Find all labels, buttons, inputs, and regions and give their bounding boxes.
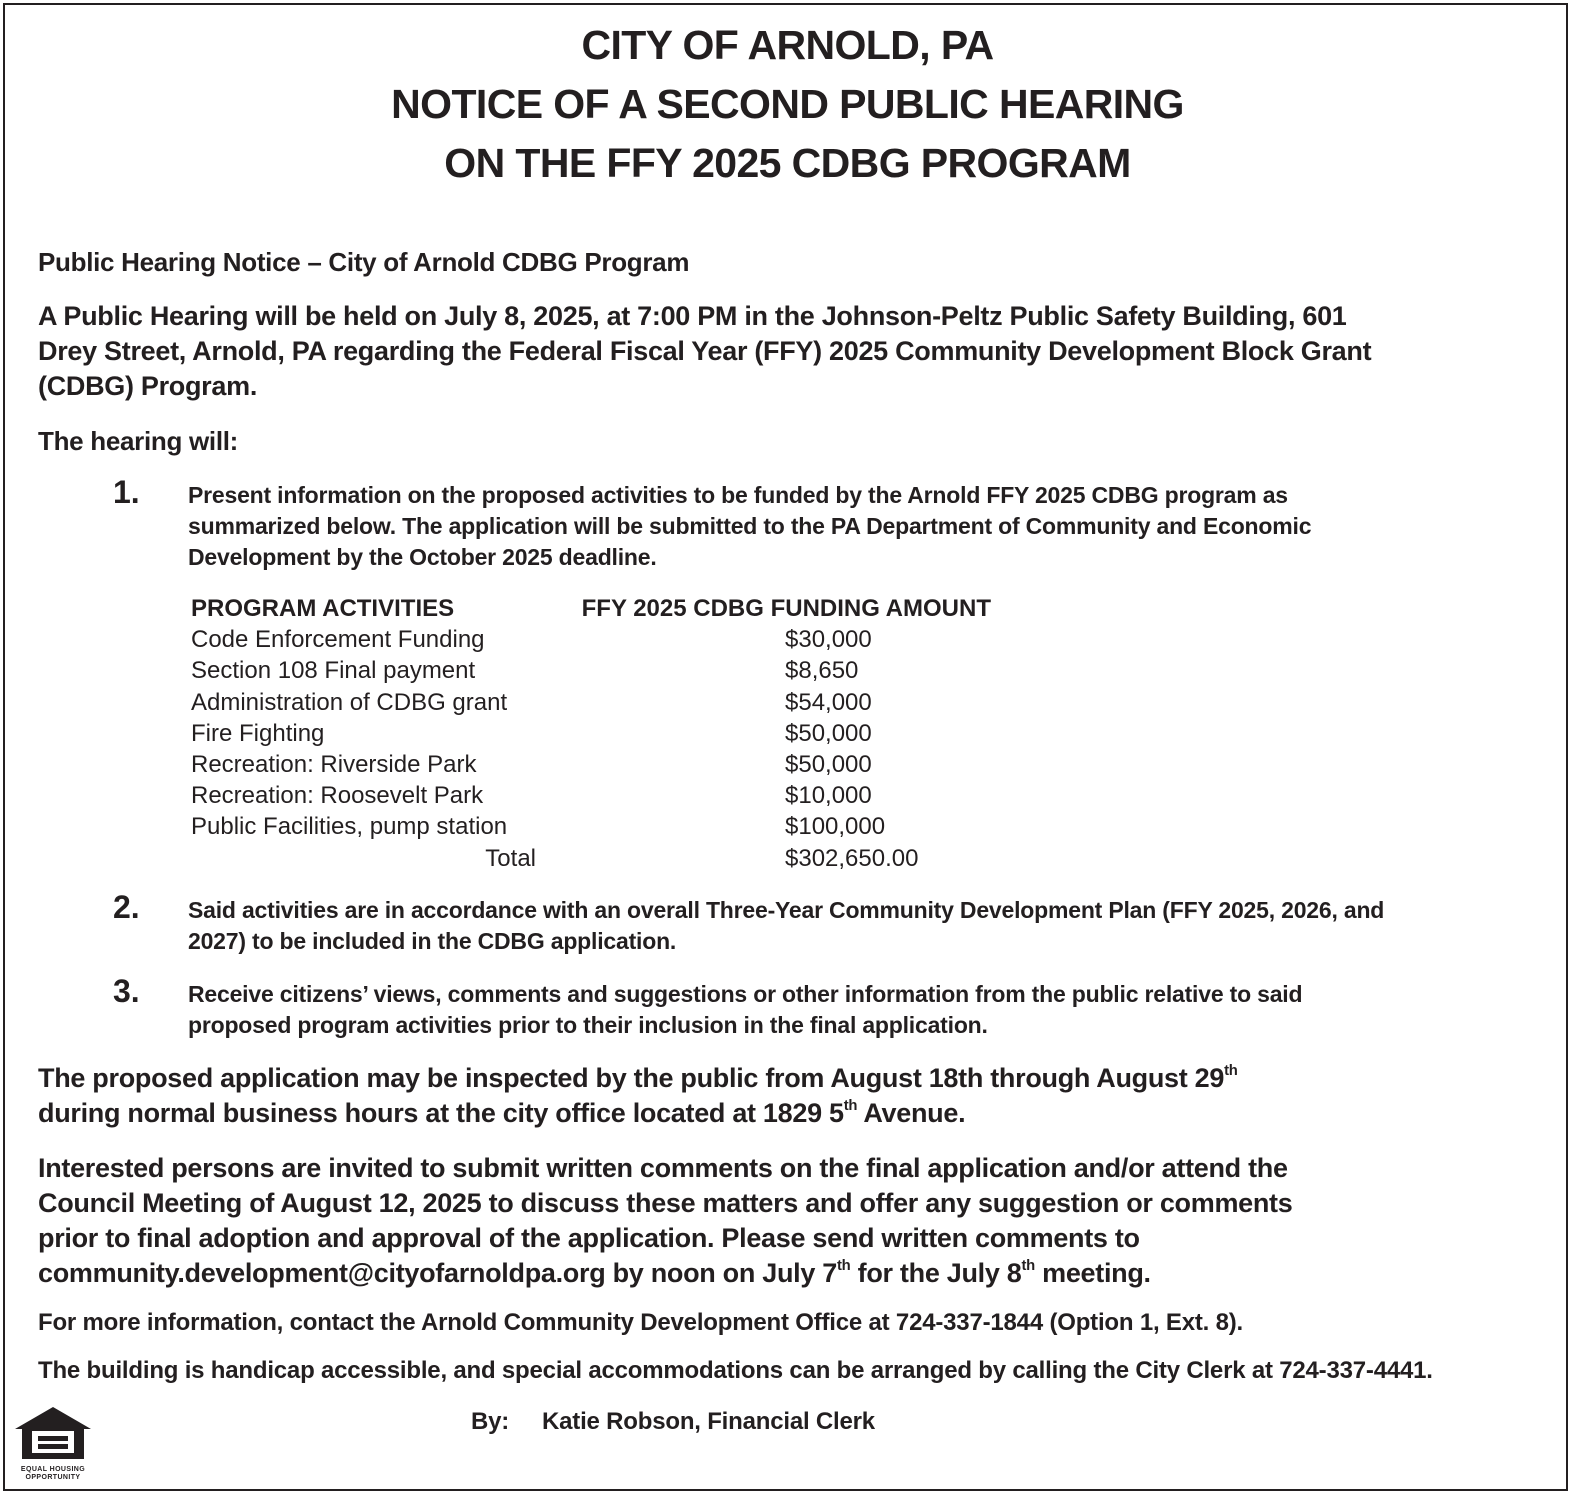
total-label: Total <box>485 844 536 872</box>
comments-line-1: Interested persons are invited to submit written comments on the final application and/or attend the <box>38 1153 1288 1183</box>
activity-cell: Recreation: Riverside Park <box>191 751 477 779</box>
table-row <box>191 749 991 780</box>
funding-table <box>191 593 991 874</box>
inspection-paragraph <box>38 1061 1238 1131</box>
item-3-number: 3. <box>113 973 140 1009</box>
activity-cell: Code Enforcement Funding <box>191 626 485 654</box>
inspection-line-1: The proposed application may be inspected by the public from August 18th through August 29th <box>38 1062 1238 1093</box>
table-header-activities: PROGRAM ACTIVITIES <box>191 595 455 622</box>
subheading: Public Hearing Notice – City of Arnold CDBG Program <box>38 247 690 277</box>
item-3-line-1: Receive citizens’ views, comments and suggestions or other information from the public relative to said <box>188 981 1303 1007</box>
item-2-line-2: 2027) to be included in the CDBG application. <box>188 928 677 954</box>
amount-cell: $54,000 <box>785 688 872 716</box>
table-row <box>191 811 991 842</box>
table-row <box>191 718 991 749</box>
title-line-1: CITY OF ARNOLD, PA <box>581 22 994 68</box>
equal-housing-house-icon <box>13 1405 93 1461</box>
intro-line-2: Drey Street, Arnold, PA regarding the Federal Fiscal Year (FFY) 2025 Community Development Block Grant <box>38 336 1372 366</box>
item-1-line-1: Present information on the proposed activities to be funded by the Arnold FFY 2025 CDBG program as <box>188 482 1288 508</box>
equal-housing-logo <box>13 1405 93 1482</box>
activity-cell: Recreation: Roosevelt Park <box>191 782 484 810</box>
item-3-text <box>188 979 1302 1041</box>
comments-email-text: community.development@cityofarnoldpa.org by noon on July 7 <box>38 1258 838 1288</box>
comments-line-4: community.development@cityofarnoldpa.org by noon on July 7th for the July 8th meeting. <box>38 1257 1151 1288</box>
activity-cell: Administration of CDBG grant <box>191 688 508 716</box>
title-line-3: ON THE FFY 2025 CDBG PROGRAM <box>444 140 1131 186</box>
table-total-row <box>191 843 991 874</box>
amount-cell: $50,000 <box>785 751 872 779</box>
item-1-text <box>188 480 1311 573</box>
comments-line-2: Council Meeting of August 12, 2025 to discuss these matters and offer any suggestion or comments <box>38 1188 1293 1218</box>
table-header-row <box>191 593 991 624</box>
table-header-amount: FFY 2025 CDBG FUNDING AMOUNT <box>581 595 991 622</box>
activity-cell: Public Facilities, pump station <box>191 813 508 841</box>
amount-cell: $50,000 <box>785 719 872 747</box>
comments-line-3: prior to final adoption and approval of the application. Please send written comments to <box>38 1223 1140 1253</box>
item-2-number: 2. <box>113 889 140 925</box>
table-row <box>191 624 991 655</box>
total-amount: $302,650.00 <box>785 844 919 872</box>
equal-housing-label-2: OPPORTUNITY <box>25 1474 81 1481</box>
contact-info: For more information, contact the Arnold Community Development Office at 724-337-1844 (Option 1, Ext. 8). <box>38 1309 1243 1336</box>
accessibility-info: The building is handicap accessible, and special accommodations can be arranged by calling the City Clerk at 724-337-4441. <box>38 1357 1433 1384</box>
amount-cell: $30,000 <box>785 626 872 654</box>
activity-cell: Fire Fighting <box>191 719 325 747</box>
table-row <box>191 687 991 718</box>
item-2-line-1: Said activities are in accordance with an overall Three-Year Community Development Plan (FFY 2025, 2026, and <box>188 897 1385 923</box>
table-row <box>191 655 991 686</box>
item-3-line-2: proposed program activities prior to their inclusion in the final application. <box>188 1012 988 1038</box>
comments-paragraph <box>38 1151 1292 1291</box>
item-1-line-3: Development by the October 2025 deadline. <box>188 544 657 570</box>
title-line-2: NOTICE OF A SECOND PUBLIC HEARING <box>391 81 1184 127</box>
signature-by-label: By: <box>471 1408 510 1435</box>
item-1-line-2: summarized below. The application will be submitted to the PA Department of Community and Economic <box>188 513 1312 539</box>
amount-cell: $8,650 <box>785 657 859 685</box>
inspection-line-2: during normal business hours at the city office located at 1829 5th Avenue. <box>38 1097 966 1128</box>
table-row <box>191 780 991 811</box>
intro-line-3: (CDBG) Program. <box>38 371 258 401</box>
amount-cell: $100,000 <box>785 813 886 841</box>
equal-housing-label-1: EQUAL HOUSING <box>20 1466 86 1473</box>
activity-cell: Section 108 Final payment <box>191 657 476 685</box>
amount-cell: $10,000 <box>785 782 872 810</box>
hearing-will-label: The hearing will: <box>38 426 239 456</box>
item-1-number: 1. <box>113 474 140 510</box>
intro-line-1: A Public Hearing will be held on July 8, 2025, at 7:00 PM in the Johnson-Peltz Public Safety Building, 601 <box>38 301 1347 331</box>
intro-paragraph <box>38 299 1371 404</box>
signature-name: Katie Robson, Financial Clerk <box>542 1408 875 1435</box>
item-2-text <box>188 895 1384 957</box>
